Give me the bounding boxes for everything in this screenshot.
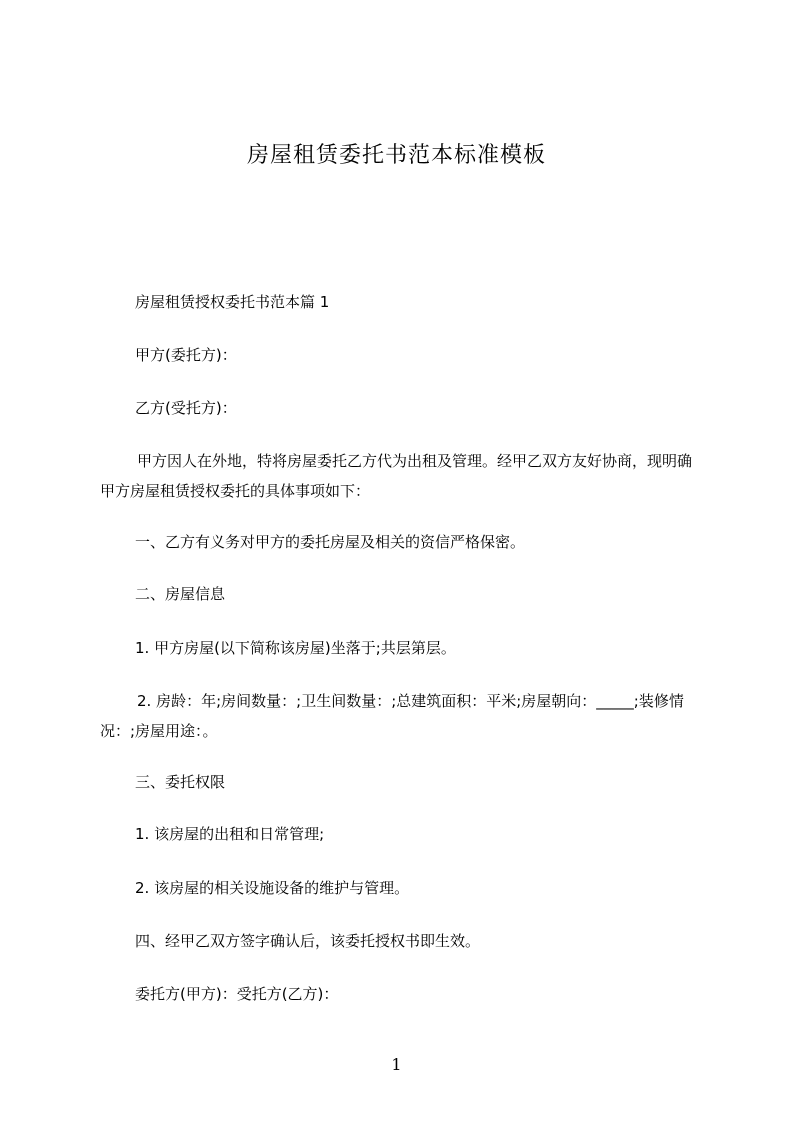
party-a-line: 甲方(委托方)： (135, 346, 237, 364)
page-number: 1 (391, 1055, 402, 1074)
authority-item-one: 1. 该房屋的出租和日常管理; (135, 825, 325, 843)
house-location-item: 1. 甲方房屋(以下简称该房屋)坐落于;共层第层。 (135, 639, 456, 657)
clause-four: 四、经甲乙双方签字确认后，该委托授权书即生效。 (135, 932, 481, 950)
clause-three-heading: 三、委托权限 (135, 773, 226, 791)
clause-one: 一、乙方有义务对甲方的委托房屋及相关的资信严格保密。 (135, 533, 526, 551)
intro-paragraph: 甲方因人在外地，特将房屋委托乙方代为出租及管理。经甲乙双方友好协商，现明确甲方房屋租赁授权委托的具体事项如下： (100, 452, 693, 500)
section-heading: 房屋租赁授权委托书范本篇 1 (135, 293, 330, 311)
signature-line: 委托方(甲方)：受托方(乙方)： (135, 985, 339, 1003)
authority-item-two: 2. 该房屋的相关设施设备的维护与管理。 (135, 879, 410, 897)
document-title: 房屋租赁委托书范本标准模板 (246, 143, 546, 168)
house-details-item: 2. 房龄：年;房间数量：;卫生间数量：;总建筑面积：平米;房屋朝向：_____;装修情况：;房屋用途：。 (100, 692, 684, 740)
party-b-line: 乙方(受托方)： (135, 399, 237, 417)
clause-two-heading: 二、房屋信息 (135, 585, 226, 603)
